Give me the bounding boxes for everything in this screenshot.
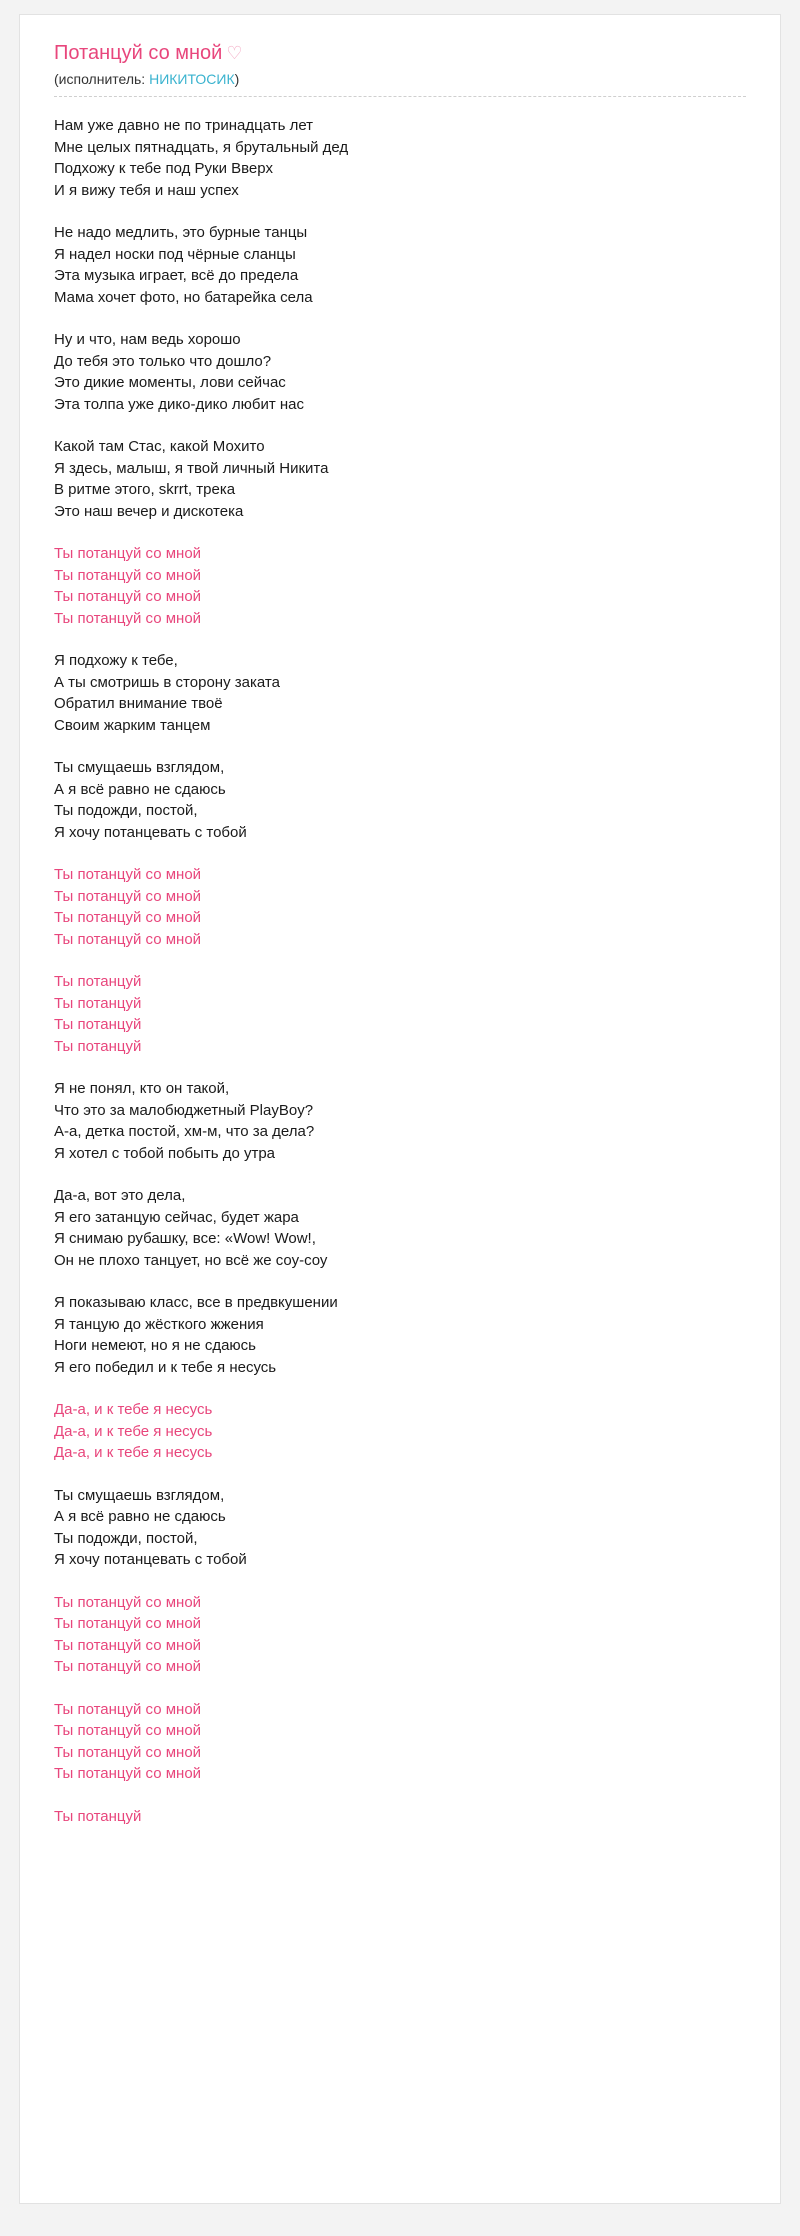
lyric-line: Это наш вечер и дискотека bbox=[54, 502, 244, 520]
chorus-stanza bbox=[54, 1592, 746, 1678]
lyric-line: Ты потанцуй со мной bbox=[54, 1700, 202, 1718]
chorus-stanza bbox=[54, 543, 746, 629]
lyric-line: Ты потанцуй bbox=[54, 1037, 142, 1055]
verse-stanza bbox=[54, 329, 746, 415]
lyric-line: Я хотел с тобой побыть до утра bbox=[54, 1144, 276, 1162]
lyric-line: Своим жарким танцем bbox=[54, 716, 211, 734]
lyric-line: Ты потанцуй со мной bbox=[54, 1593, 202, 1611]
lyric-line: Подхожу к тебе под Руки Вверх bbox=[54, 160, 273, 177]
artist-suffix: ) bbox=[234, 71, 240, 87]
lyric-line: Да-а, и к тебе я несусь bbox=[54, 1444, 213, 1461]
lyric-line: Я хочу потанцевать с тобой bbox=[54, 823, 247, 841]
chorus-stanza bbox=[54, 1699, 746, 1785]
artist-prefix: (исполнитель: bbox=[54, 71, 146, 87]
artist-line bbox=[54, 71, 746, 97]
lyric-line: Ты потанцуй со мной bbox=[54, 1636, 202, 1654]
verse-stanza bbox=[54, 115, 746, 201]
lyric-line: До тебя это только что дошло? bbox=[54, 352, 272, 370]
lyric-line: Обратил внимание твоё bbox=[54, 695, 223, 712]
artist-link[interactable]: НИКИТОСИК bbox=[149, 71, 235, 87]
lyric-line: Я хочу потанцевать с тобой bbox=[54, 1551, 247, 1568]
lyric-line: В ритме этого, skrrt, трека bbox=[54, 481, 236, 498]
lyric-line: Ты потанцуй со мной bbox=[54, 588, 202, 605]
lyric-line: Ты потанцуй со мной bbox=[54, 930, 202, 948]
lyric-line: Эта музыка играет, всё до предела bbox=[54, 267, 299, 284]
lyric-line: Ты потанцуй со мной bbox=[54, 1743, 202, 1761]
heart-icon: ♡ bbox=[226, 43, 243, 63]
lyric-line: Это дикие моменты, лови сейчас bbox=[54, 374, 286, 391]
chorus-stanza bbox=[54, 1399, 746, 1464]
lyric-line: Ты смущаешь взглядом, bbox=[54, 1486, 225, 1504]
page-title bbox=[54, 41, 746, 65]
lyric-line: Ты потанцуй bbox=[54, 994, 142, 1012]
lyric-line: Ну и что, нам ведь хорошо bbox=[54, 331, 241, 348]
lyric-line: Ты потанцуй со мной bbox=[54, 1722, 202, 1739]
lyric-line: Какой там Стас, какой Мохито bbox=[54, 438, 265, 455]
lyric-line: Ты потанцуй bbox=[54, 973, 142, 990]
lyric-line: А-а, детка постой, хм-м, что за дела? bbox=[54, 1123, 315, 1140]
lyric-line: Ты потанцуй со мной bbox=[54, 1615, 202, 1632]
lyric-line: Я его затанцую сейчас, будет жара bbox=[54, 1208, 299, 1226]
lyric-line: А я всё равно не сдаюсь bbox=[54, 780, 226, 798]
lyric-line: Я подхожу к тебе, bbox=[54, 652, 178, 669]
lyrics-sheet bbox=[19, 14, 781, 2204]
chorus-stanza bbox=[54, 864, 746, 950]
lyrics-body bbox=[54, 115, 746, 1827]
lyric-line: Я надел носки под чёрные сланцы bbox=[54, 245, 296, 263]
lyric-line: Ты подожди, постой, bbox=[54, 802, 198, 819]
verse-stanza bbox=[54, 436, 746, 522]
lyric-line: Что это за малобюджетный PlayBoy? bbox=[54, 1101, 314, 1119]
verse-stanza bbox=[54, 757, 746, 843]
lyric-line: Ты потанцуй со мной bbox=[54, 609, 202, 627]
lyric-line: Ты потанцуй со мной bbox=[54, 1658, 202, 1675]
lyric-line: Ты потанцуй со мной bbox=[54, 887, 202, 905]
lyric-line: Нам уже давно не по тринадцать лет bbox=[54, 117, 314, 134]
chorus-stanza bbox=[54, 971, 746, 1057]
verse-stanza bbox=[54, 1292, 746, 1378]
lyric-line: Ты потанцуй со мной bbox=[54, 866, 202, 883]
lyric-line: Я снимаю рубашку, все: «Wow! Wow!, bbox=[54, 1230, 316, 1247]
lyric-line: А ты смотришь в сторону заката bbox=[54, 673, 280, 691]
lyric-line: Я здесь, малыш, я твой личный Никита bbox=[54, 459, 329, 477]
lyric-line: Ты потанцуй bbox=[54, 1807, 142, 1825]
lyric-line: Я показываю класс, все в предвкушении bbox=[54, 1294, 338, 1311]
chorus-stanza bbox=[54, 1806, 746, 1828]
lyric-line: Эта толпа уже дико-дико любит нас bbox=[54, 395, 305, 413]
verse-stanza bbox=[54, 650, 746, 736]
lyric-line: Ноги немеют, но я не сдаюсь bbox=[54, 1337, 256, 1354]
lyric-line: Ты потанцуй bbox=[54, 1016, 142, 1033]
lyric-line: Мама хочет фото, но батарейка села bbox=[54, 288, 313, 306]
lyric-line: Он не плохо танцует, но всё же соу-соу bbox=[54, 1251, 328, 1269]
verse-stanza bbox=[54, 1078, 746, 1164]
lyric-line: Я не понял, кто он такой, bbox=[54, 1080, 230, 1097]
lyric-line: Ты потанцуй со мной bbox=[54, 1765, 202, 1782]
lyric-line: Я его победил и к тебе я несусь bbox=[54, 1358, 277, 1376]
lyric-line: Я танцую до жёсткого жжения bbox=[54, 1315, 264, 1333]
lyric-line: Ты потанцуй со мной bbox=[54, 566, 202, 584]
lyric-line: А я всё равно не сдаюсь bbox=[54, 1508, 226, 1525]
lyric-line: Ты потанцуй со мной bbox=[54, 909, 202, 926]
lyric-line: Мне целых пятнадцать, я брутальный дед bbox=[54, 138, 349, 156]
verse-stanza bbox=[54, 222, 746, 308]
lyric-line: Ты смущаешь взглядом, bbox=[54, 759, 225, 776]
lyric-line: Да-а, и к тебе я несусь bbox=[54, 1401, 213, 1418]
verse-stanza bbox=[54, 1485, 746, 1571]
lyric-line: Да-а, вот это дела, bbox=[54, 1187, 186, 1204]
lyric-line: Да-а, и к тебе я несусь bbox=[54, 1422, 213, 1440]
song-title-text: Потанцуй со мной bbox=[54, 42, 223, 64]
lyric-line: Ты подожди, постой, bbox=[54, 1529, 198, 1547]
lyric-line: Ты потанцуй со мной bbox=[54, 545, 202, 562]
lyric-line: И я вижу тебя и наш успех bbox=[54, 181, 239, 199]
verse-stanza bbox=[54, 1185, 746, 1271]
lyric-line: Не надо медлить, это бурные танцы bbox=[54, 224, 308, 241]
